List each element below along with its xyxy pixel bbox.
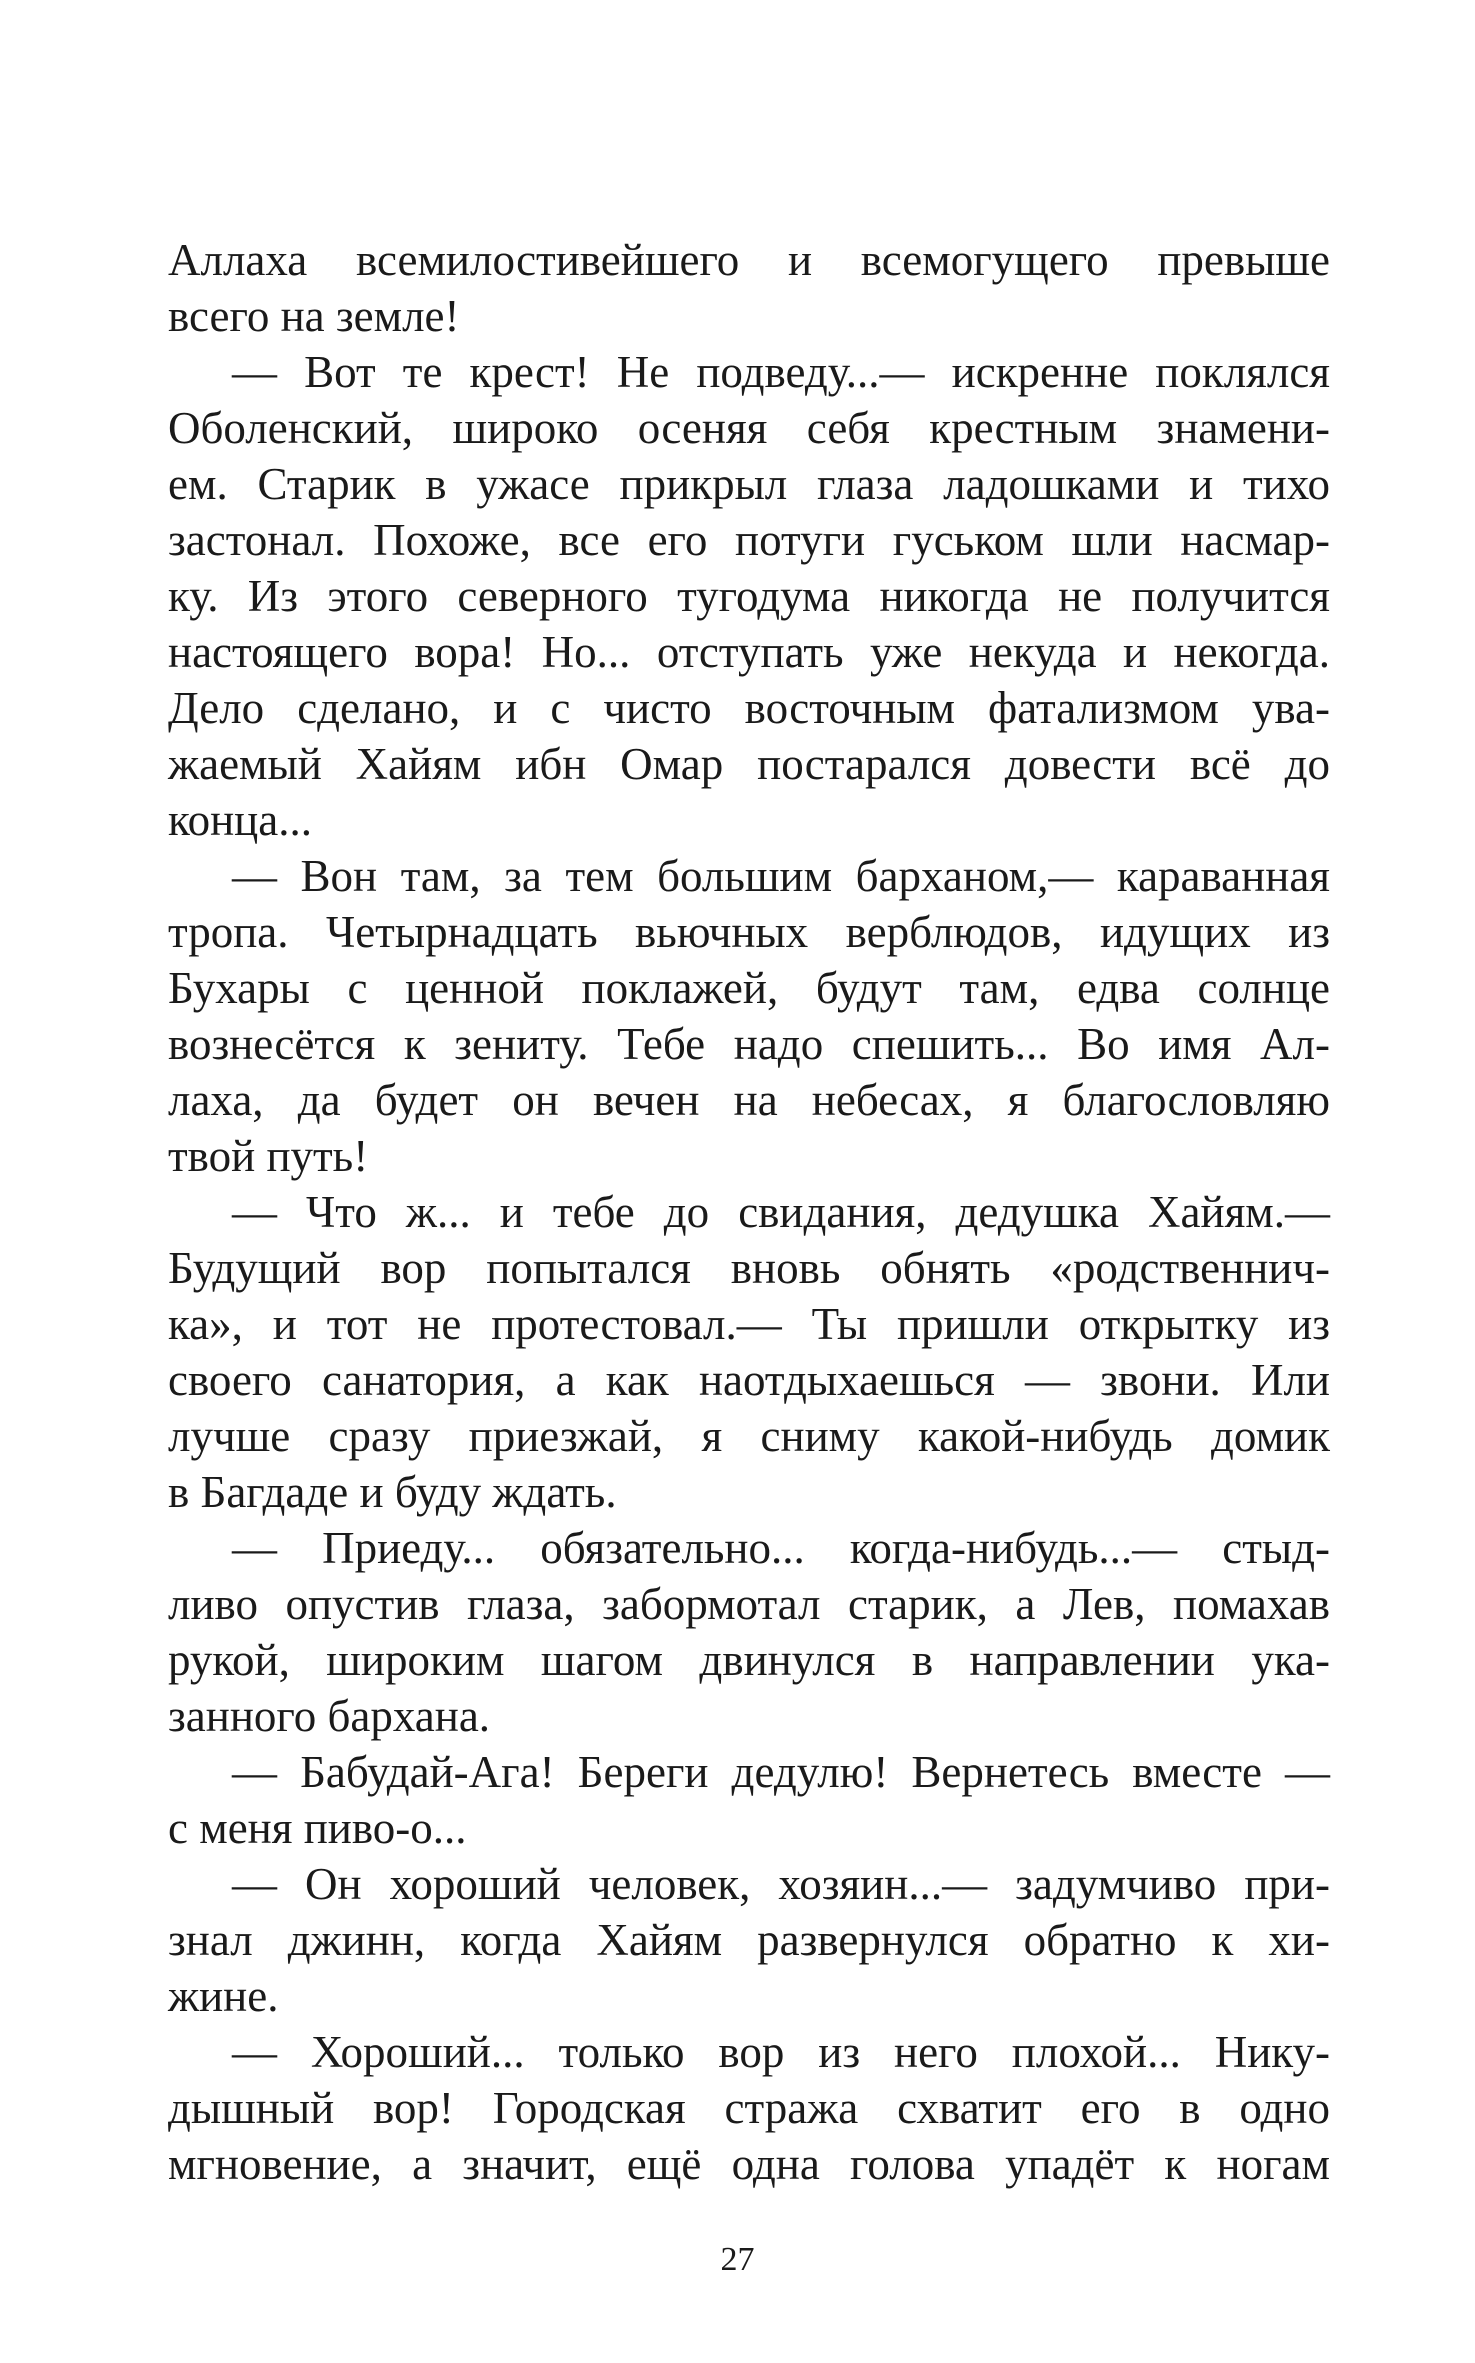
text-line: Аллаха всемилостивейшего и всемогущего превыше	[168, 235, 1330, 285]
text-line: — Вот те крест! Не подведу...— искренне поклялся	[232, 347, 1330, 397]
text-line: — Приеду... обязательно... когда-нибудь...— стыд-	[232, 1523, 1330, 1573]
text-line: мгновение, а значит, ещё одна голова упадёт к ногам	[168, 2139, 1330, 2189]
text-line: твой путь!	[168, 1131, 369, 1181]
text-line: всего на земле!	[168, 291, 460, 341]
text-line: в Багдаде и буду ждать.	[168, 1467, 617, 1517]
text-line: — Хороший... только вор из него плохой... Нику-	[232, 2027, 1330, 2077]
text-line: ливо опустив глаза, забормотал старик, а Лев, помахав	[168, 1579, 1330, 1629]
text-line: Дело сделано, и с чисто восточным фатализмом ува-	[168, 683, 1330, 733]
text-line: — Бабудай-Ага! Береги дедулю! Вернетесь вместе —	[232, 1747, 1330, 1797]
text-line: ку. Из этого северного тугодума никогда не получится	[168, 571, 1330, 621]
text-line: конца...	[168, 795, 312, 845]
text-line: Бухары с ценной поклажей, будут там, едва солнце	[168, 963, 1330, 1013]
text-line: жаемый Хайям ибн Омар постарался довести всё до	[168, 739, 1330, 789]
text-line: ка», и тот не протестовал.— Ты пришли открытку из	[168, 1299, 1330, 1349]
text-line: жине.	[168, 1971, 279, 2021]
text-line: тропа. Четырнадцать вьючных верблюдов, идущих из	[168, 907, 1330, 957]
text-line: своего санатория, а как наотдыхаешься — звони. Или	[168, 1355, 1330, 1405]
text-line: вознесётся к зениту. Тебе надо спешить... Во имя Ал-	[168, 1019, 1330, 1069]
text-line: лаха, да будет он вечен на небесах, я благословляю	[168, 1075, 1330, 1125]
text-line: дышный вор! Городская стража схватит его в одно	[168, 2083, 1330, 2133]
text-line: — Он хороший человек, хозяин...— задумчиво при-	[232, 1859, 1330, 1909]
text-line: — Что ж... и тебе до свидания, дедушка Хайям.—	[232, 1187, 1330, 1237]
text-line: застонал. Похоже, все его потуги гуськом шли насмар-	[168, 515, 1330, 565]
text-line: — Вон там, за тем большим барханом,— караванная	[232, 851, 1330, 901]
text-line: лучше сразу приезжай, я сниму какой-нибудь домик	[168, 1411, 1330, 1461]
text-line: с меня пиво-о...	[168, 1803, 467, 1853]
text-line: рукой, широким шагом двинулся в направлении ука-	[168, 1635, 1330, 1685]
text-line: Будущий вор попытался вновь обнять «родственнич-	[168, 1243, 1330, 1293]
page-number: 27	[720, 2241, 755, 2278]
text-line: ем. Старик в ужасе прикрыл глаза ладошками и тихо	[168, 459, 1330, 509]
text-line: Оболенский, широко осеняя себя крестным знамени-	[168, 403, 1330, 453]
text-line: знал джинн, когда Хайям развернулся обратно к хи-	[168, 1915, 1330, 1965]
text-line: настоящего вора! Но... отступать уже некуда и некогда.	[168, 627, 1330, 677]
page-body-text	[168, 232, 1330, 2192]
text-line: занного бархана.	[168, 1691, 491, 1741]
